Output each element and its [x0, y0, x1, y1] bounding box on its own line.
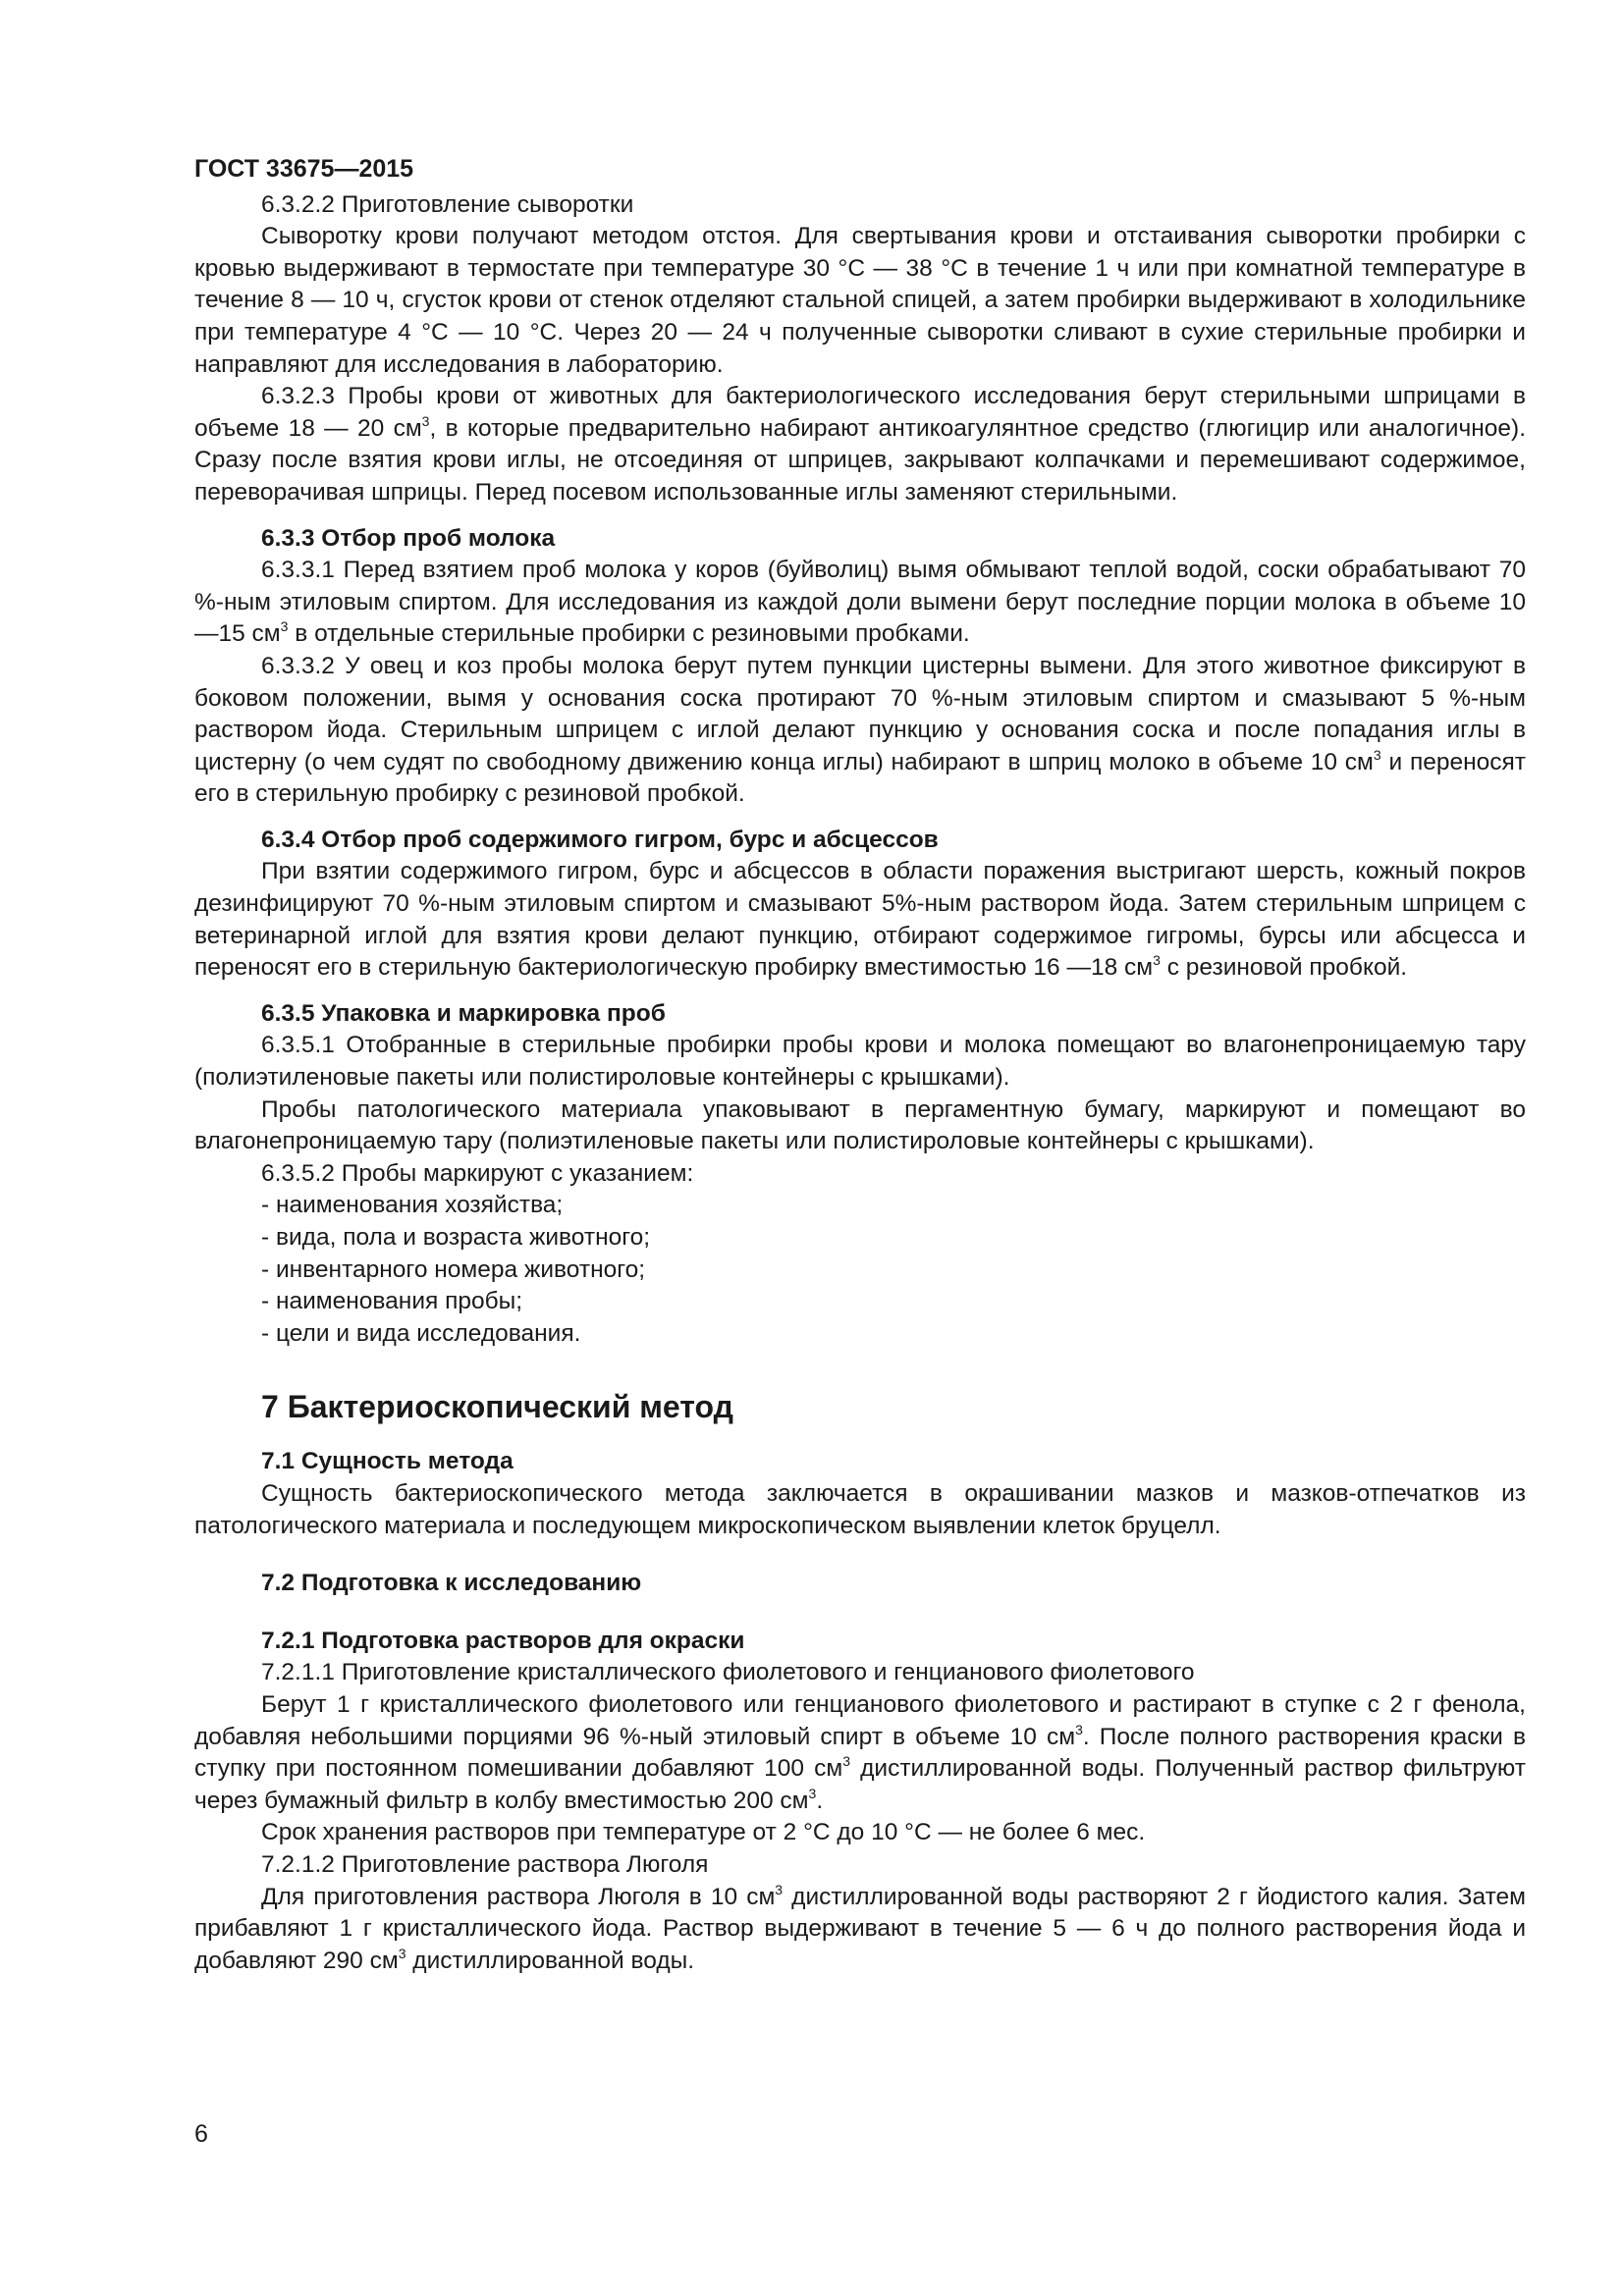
heading-6-3-4: 6.3.4 Отбор проб содержимого гигром, бурс и абсцессов — [261, 826, 939, 853]
list-item: - цели и вида исследования. — [261, 1319, 581, 1347]
heading-6-3-2-2: 6.3.2.2 Приготовление сыворотки — [261, 190, 634, 218]
page-number: 6 — [194, 2120, 208, 2148]
paragraph-6-3-5-2: 6.3.5.2 Пробы маркируют с указанием: — [261, 1159, 694, 1187]
paragraph-packaging: Пробы патологического материала упаковывают в пергаментную бумагу, маркируют и помещают во влагонепроницаемую тару (полиэтиленовые пакеты или полистироловые контейнеры с крышками). — [194, 1095, 1526, 1155]
list-item: - наименования хозяйства; — [261, 1192, 564, 1219]
paragraph-7-2-1-2: Для приготовления раствора Люголя в 10 $см^3$ дистиллированной воды растворяют 2 г йодистого калия. Затем прибавляют 1 г кристаллического йода. Раствор выдерживают в течение 5 — 6 ч до полного растворения йода и добавляют 290 $см^3$ дистиллированной воды. — [194, 1881, 1526, 1974]
paragraph-serum: Сыворотку крови получают методом отстоя. Для свертывания крови и отстаивания сыворотки пробирки с кровью выдерживают в термостате при температуре 30 °С — 38 °С в течение 1 ч или при комнатной температуре в течение 8 — 10 ч, сгусток крови от стенок отделяют стальной спицей, а затем пробирки выдерживают в холодильнике при температуре 4 °С — 10 °С. Через 20 — 24 ч полученные сыворотки сливают в сухие стерильные пробирки и направляют для исследования в лабораторию. — [194, 223, 1526, 378]
heading-6-3-5: 6.3.5 Упаковка и маркировка проб — [261, 999, 666, 1027]
chapter-7-heading: 7 Бактериоскопический метод — [261, 1389, 733, 1425]
paragraph-7-2-1-1: Берут 1 г кристаллического фиолетового или генцианового фиолетового и растирают в ступке с 2 г фенола, добавляя небольшими порциями 96 %-ный этиловый спирт в объеме 10 $см^3$. После полного растворения краски в ступку при постоянном помешивании добавляют 100 $см^3$ дистиллированной воды. Полученный раствор фильтруют через бумажный фильтр в колбу вместимостью 200 $см^3$. — [194, 1690, 1526, 1814]
paragraph-6-3-4: При взятии содержимого гигром, бурс и абсцессов в области поражения выстригают шерсть, кожный покров дезинфицируют 70 %-ным этиловым спиртом и смазывают 5%-ным раствором йода. Затем стерильным шприцем с ветеринарной иглой для взятия крови делают пункцию, отбирают содержимое гигромы, бурсы или абсцесса и переносят его в стерильную бактериологическую пробирку вместимостью 16 —18 $см^3$ с резиновой пробкой. — [194, 858, 1526, 982]
paragraph-6-3-5-1: 6.3.5.1 Отобранные в стерильные пробирки пробы крови и молока помещают во влагонепроницаемую тару (полиэтиленовые пакеты или полистироловые контейнеры с крышками). — [194, 1032, 1526, 1092]
heading-6-3-3: 6.3.3 Отбор проб молока — [261, 524, 556, 552]
paragraph-6-3-3-1: 6.3.3.1 Перед взятием проб молока у коров (буйволиц) вымя обмывают теплой водой, соски обрабатывают 70 %-ным этиловым спиртом. Для исследования из каждой доли вымени берут последние порции молока в объеме 10 —15 $см^3$ в отдельные стерильные пробирки с резиновыми пробками. — [194, 557, 1526, 648]
heading-7-2-1-1: 7.2.1.1 Приготовление кристаллического фиолетового и генцианового фиолетового — [261, 1659, 1195, 1686]
heading-7-2: 7.2 Подготовка к исследованию — [261, 1570, 642, 1597]
list-item: - вида, пола и возраста животного; — [261, 1224, 651, 1251]
paragraph-6-3-3-2: 6.3.3.2 У овец и коз пробы молока берут путем пункции цистерны вымени. Для этого животное фиксируют в боковом положении, вымя у основания соска протирают 70 %-ным этиловым спиртом и смазывают 5 %-ным раствором йода. Стерильным шприцем с иглой делают пункцию у основания соска и после попадания иглы в цистерну (о чем судят по свободному движению конца иглы) набирают в шприц молоко в объеме 10 $см^3$ и переносят его в стерильную пробирку с резиновой пробкой. — [194, 652, 1526, 808]
marking-list — [194, 1190, 1526, 1350]
paragraph-6-3-2-3: 6.3.2.3 Пробы крови от животных для бактериологического исследования берут стерильными шприцами в объеме 18 — 20 $см^3$, в которые предварительно набирают антикоагулянтное средство (глюгицир или аналогичное). Сразу после взятия крови иглы, не отсоединяя от шприцев, закрывают колпачками и перемешивают содержимое, переворачивая шприцы. Перед посевом использованные иглы заменяют стерильными. — [194, 383, 1527, 506]
heading-7-2-1-2: 7.2.1.2 Приготовление раствора Люголя — [261, 1850, 709, 1878]
document-id: ГОСТ 33675—2015 — [194, 155, 414, 183]
paragraph-storage: Срок хранения растворов при температуре от 2 °С до 10 °С — не более 6 мес. — [261, 1819, 1146, 1846]
list-item: - наименования пробы; — [261, 1288, 523, 1315]
list-item: - инвентарного номера животного; — [261, 1255, 646, 1283]
document-page — [194, 153, 1526, 1977]
heading-7-1: 7.1 Сущность метода — [261, 1448, 514, 1475]
paragraph-7-1: Сущность бактериоскопического метода заключается в окрашивании мазков и мазков-отпечатков из патологического материала и последующем микроскопическом выявлении клеток бруцелл. — [194, 1479, 1526, 1539]
heading-7-2-1: 7.2.1 Подготовка растворов для окраски — [261, 1627, 745, 1654]
